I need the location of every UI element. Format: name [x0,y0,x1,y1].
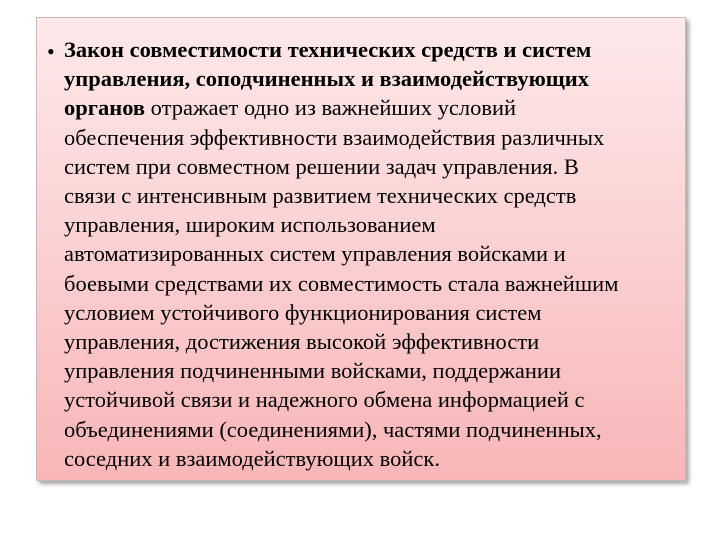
paragraph-line [64,35,684,64]
text-box [36,17,686,481]
normal-text: объединениями (соединениями), частями подчиненных, [64,416,602,442]
bold-text: Закон совместимости технических средств и систем [64,37,592,62]
paragraph-line [64,93,684,122]
normal-text: обеспечения эффективности взаимодействия различных [64,124,605,150]
bullet-paragraph [64,35,684,473]
paragraph-line [64,298,684,327]
paragraph-line [64,444,684,473]
normal-text: боевыми средствами их совместимость стала важнейшим [64,270,619,296]
paragraph-line [64,415,684,444]
paragraph-line [64,269,684,298]
bullet-marker: • [47,39,55,64]
normal-text: управления, широким использованием [64,212,436,238]
bold-text: органов [64,95,146,121]
paragraph-line [64,356,684,385]
paragraph-line [64,64,684,93]
paragraph-line [64,327,684,356]
paragraph-line [64,181,684,210]
normal-text: устойчивой связи и надежного обмена информацией с [64,387,585,413]
paragraph-line [64,385,684,414]
paragraph-line [64,123,684,152]
normal-text: управления, достижения высокой эффективности [64,329,540,355]
paragraph-line [64,152,684,181]
normal-text: систем при совместном решении задач управления. В [64,153,579,179]
normal-text: соседних и взаимодействующих войск. [64,445,440,471]
paragraph-line [64,210,684,239]
normal-text: условием устойчивого функционирования систем [64,299,542,325]
normal-text: отражает одно из важнейших условий [145,95,517,121]
normal-text: управления подчиненными войсками, поддержании [64,358,561,384]
normal-text: автоматизированных систем управления войсками и [64,241,566,267]
paragraph-line [64,239,684,268]
normal-text: связи с интенсивным развитием технических средств [64,183,577,209]
bold-text: управления, соподчиненных и взаимодействующих [64,66,589,92]
